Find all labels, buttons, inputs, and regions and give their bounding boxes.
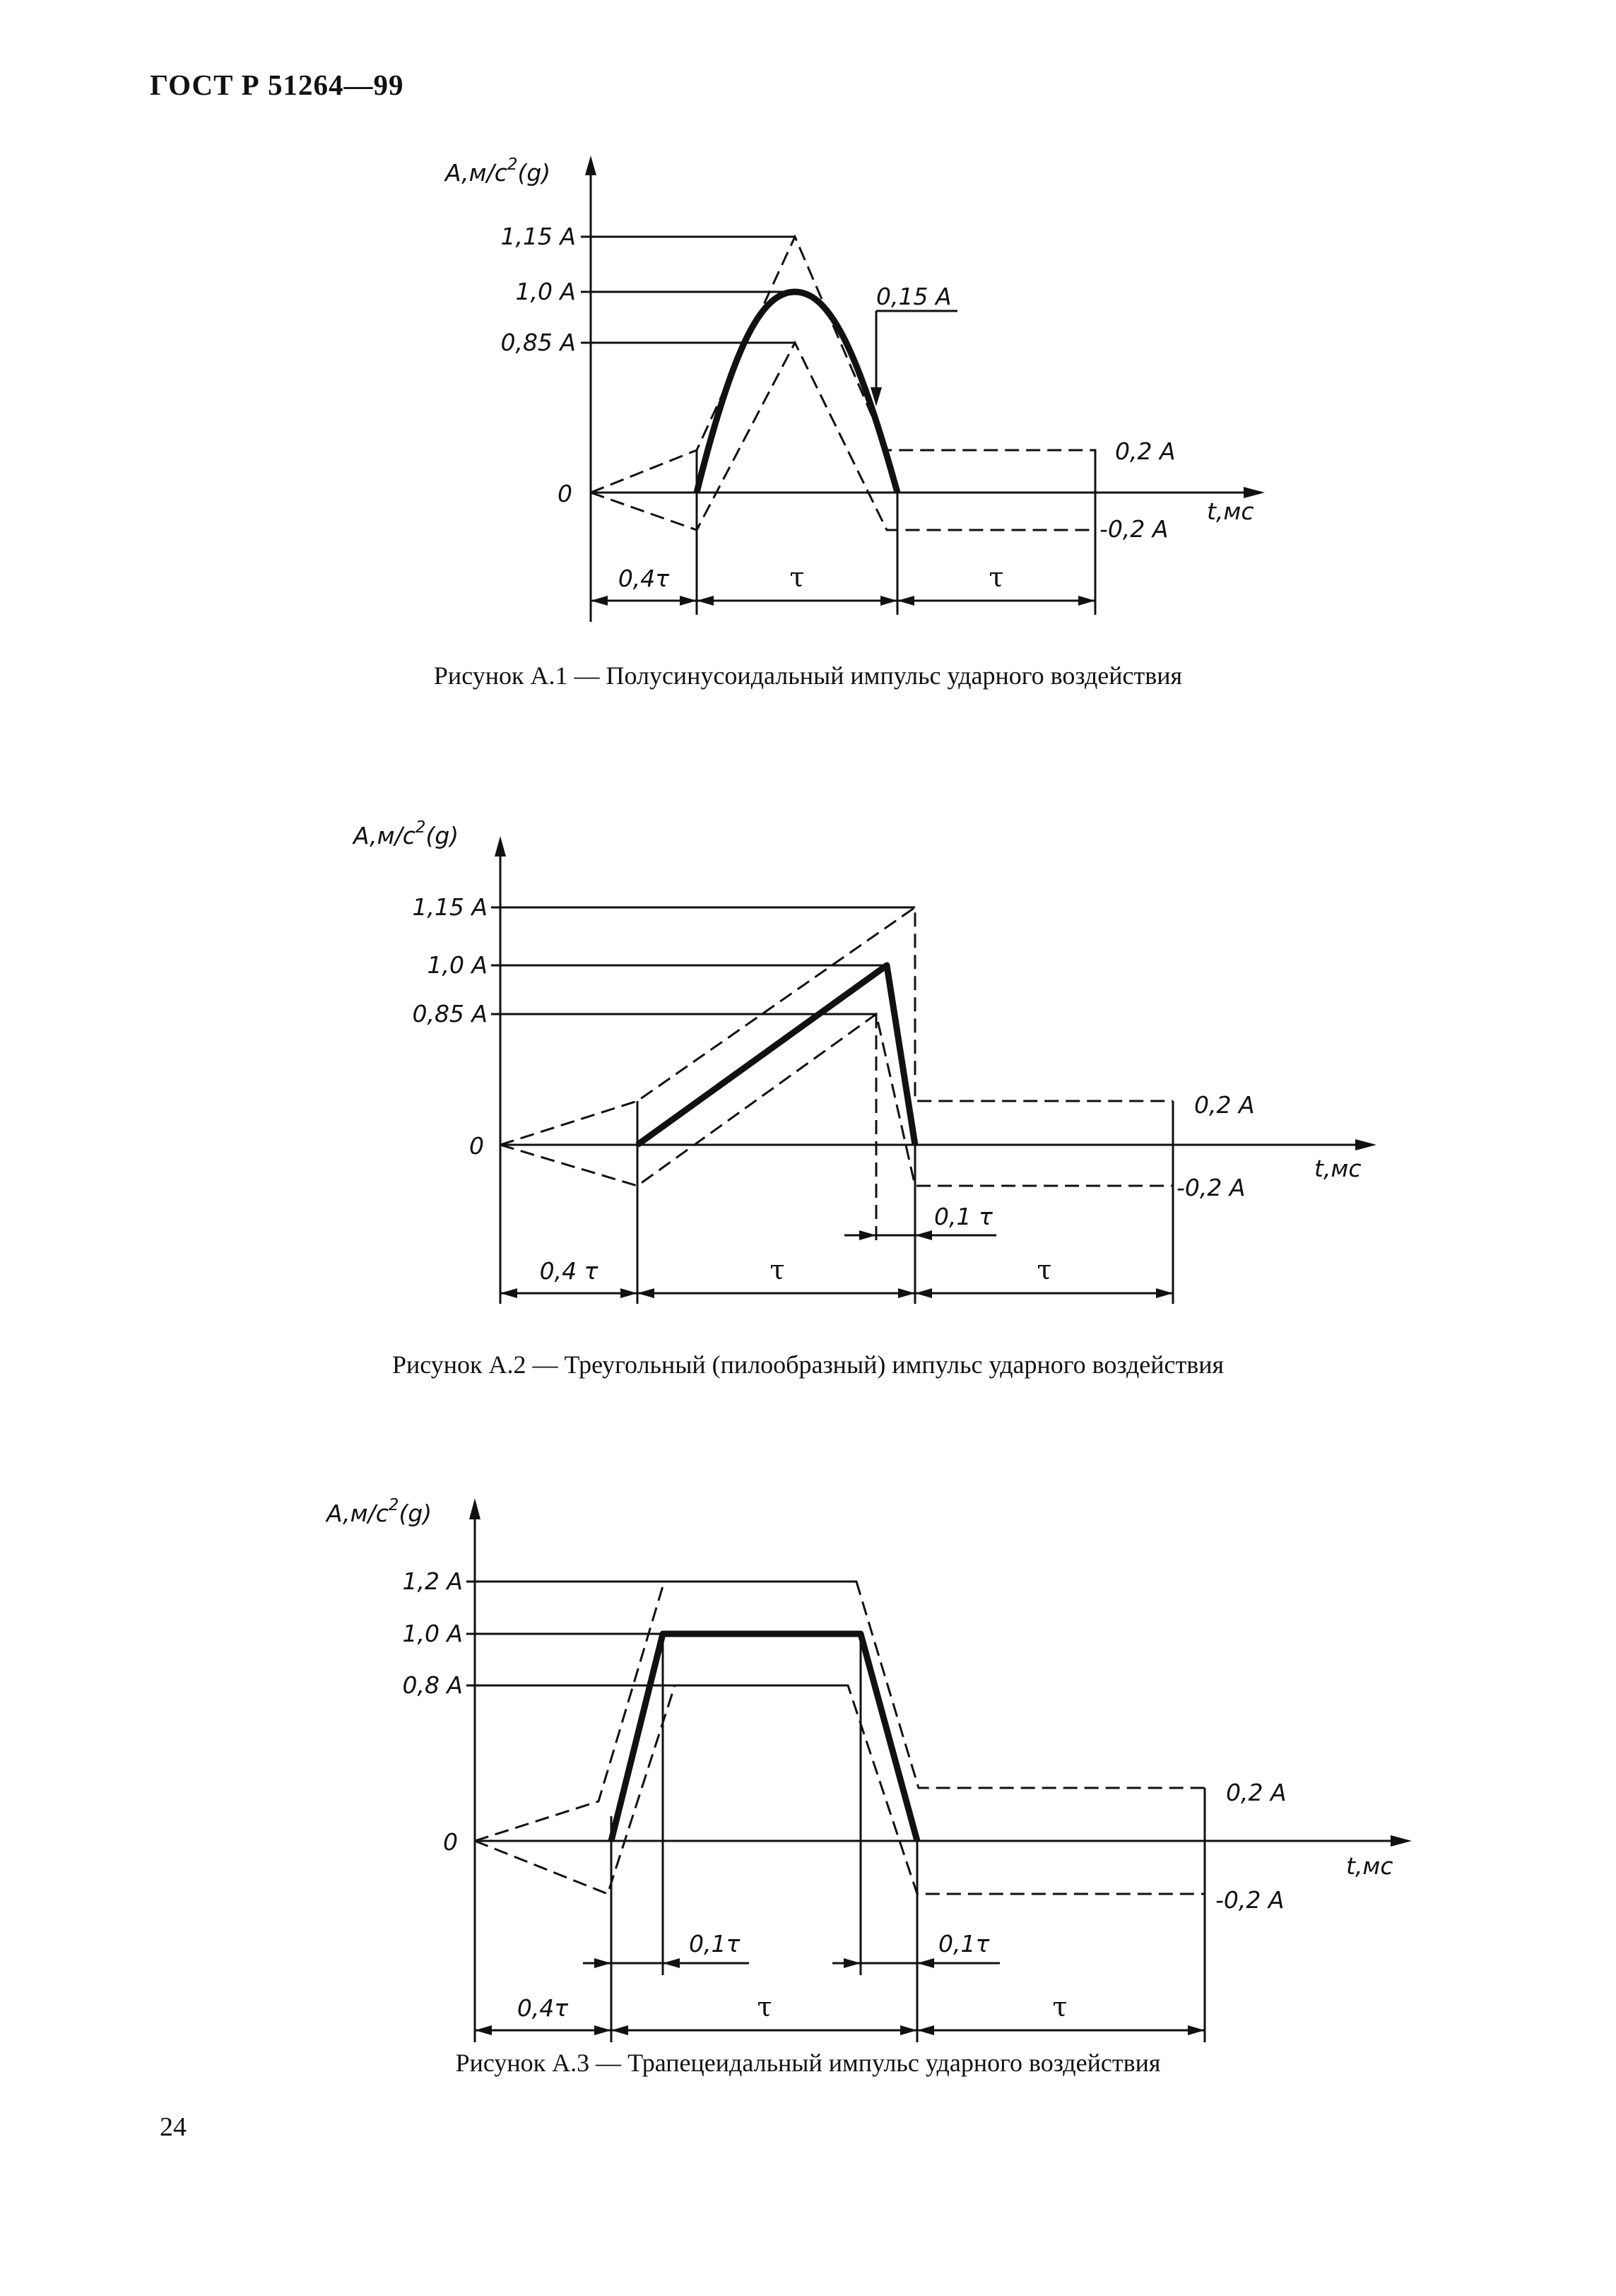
y-axis-label: $A,м/с^2(g)$ — [445, 155, 551, 187]
x-axis-label: t,мс — [1314, 1155, 1362, 1182]
dim-tau-pulse: τ — [789, 562, 805, 593]
y-axis-arrow — [585, 155, 596, 175]
dim-04tau: 0,4τ — [618, 565, 670, 592]
tick-085: 0,85 A — [500, 329, 576, 356]
dim-tau-pulse: τ — [757, 1991, 772, 2023]
figure-a1 — [0, 141, 1616, 636]
x-axis-arrow — [1391, 1835, 1412, 1847]
lower-tolerance — [591, 343, 1095, 530]
tick-12: 1,2 A — [402, 1567, 463, 1595]
tick-115: 1,15 A — [500, 223, 576, 250]
dim-04tau: 0,4τ — [517, 1994, 569, 2022]
figure-a3-plot — [0, 1484, 1616, 2049]
minus-02-label: -0,2 A — [1215, 1886, 1285, 1914]
fall-label: 0,1τ — [938, 1930, 990, 1958]
triangular-pulse — [637, 965, 915, 1145]
half-sine-pulse — [697, 292, 897, 493]
caption-a1: Рисунок А.1 — Полусинусоидальный импульс ударного воздействия — [433, 661, 1183, 690]
y-axis-label: $A,м/с^2(g)$ — [353, 818, 459, 849]
caption-a3: Рисунок А.3 — Трапецеидальный импульс ударного воздействия — [455, 2049, 1161, 2077]
caption-a2: Рисунок А.2 — Треугольный (пилообразный) импульс ударного воздействия — [391, 1350, 1225, 1379]
x-axis-arrow — [1244, 487, 1265, 498]
origin-label: 0 — [469, 1132, 484, 1160]
x-axis-label: t,мс — [1346, 1852, 1393, 1880]
y-axis-label: $A,м/с^2(g)$ — [326, 1496, 432, 1527]
upper-tolerance — [591, 237, 1095, 493]
y-axis-arrow — [469, 1498, 480, 1519]
plus-02-label: 0,2 A — [1226, 1779, 1287, 1806]
dim-tau-after: τ — [1052, 1991, 1068, 2023]
figure-a2-plot — [0, 813, 1616, 1321]
tick-100: 1,0 A — [515, 278, 576, 305]
x-axis-arrow — [1355, 1139, 1376, 1150]
minus-02-label: -0,2 A — [1176, 1174, 1246, 1201]
fall-label: 0,1 τ — [934, 1203, 993, 1230]
plus-02-label: 0,2 A — [1115, 437, 1176, 465]
dim-tau-pulse: τ — [769, 1254, 785, 1285]
figure-a1-plot — [0, 141, 1616, 636]
tick-085: 0,85 A — [412, 1000, 488, 1028]
y-axis-arrow — [495, 836, 506, 856]
rise-label: 0,1τ — [689, 1930, 741, 1958]
upper-tolerance — [500, 907, 1173, 1145]
origin-label: 0 — [558, 480, 572, 507]
tick-100: 1,0 A — [427, 951, 488, 979]
dim-tau-after: τ — [1037, 1254, 1052, 1285]
tol-label: 0,15 A — [876, 283, 952, 310]
document-header: ГОСТ Р 51264—99 — [150, 69, 404, 101]
dim-tau-after: τ — [989, 562, 1004, 593]
tick-08: 0,8 A — [402, 1671, 463, 1699]
dim-04tau: 0,4 τ — [539, 1257, 598, 1285]
lower-tolerance — [475, 1685, 1205, 1894]
tick-10: 1,0 A — [402, 1620, 463, 1647]
figure-a3 — [0, 1484, 1616, 2049]
x-axis-label: t,мс — [1207, 498, 1254, 525]
upper-tolerance — [475, 1582, 1205, 1841]
tick-115: 1,15 A — [412, 893, 488, 921]
figure-a2 — [0, 813, 1616, 1321]
page-number: 24 — [160, 2112, 187, 2142]
origin-label: 0 — [443, 1828, 458, 1856]
plus-02-label: 0,2 A — [1194, 1091, 1255, 1119]
minus-02-label: -0,2 A — [1099, 515, 1169, 543]
